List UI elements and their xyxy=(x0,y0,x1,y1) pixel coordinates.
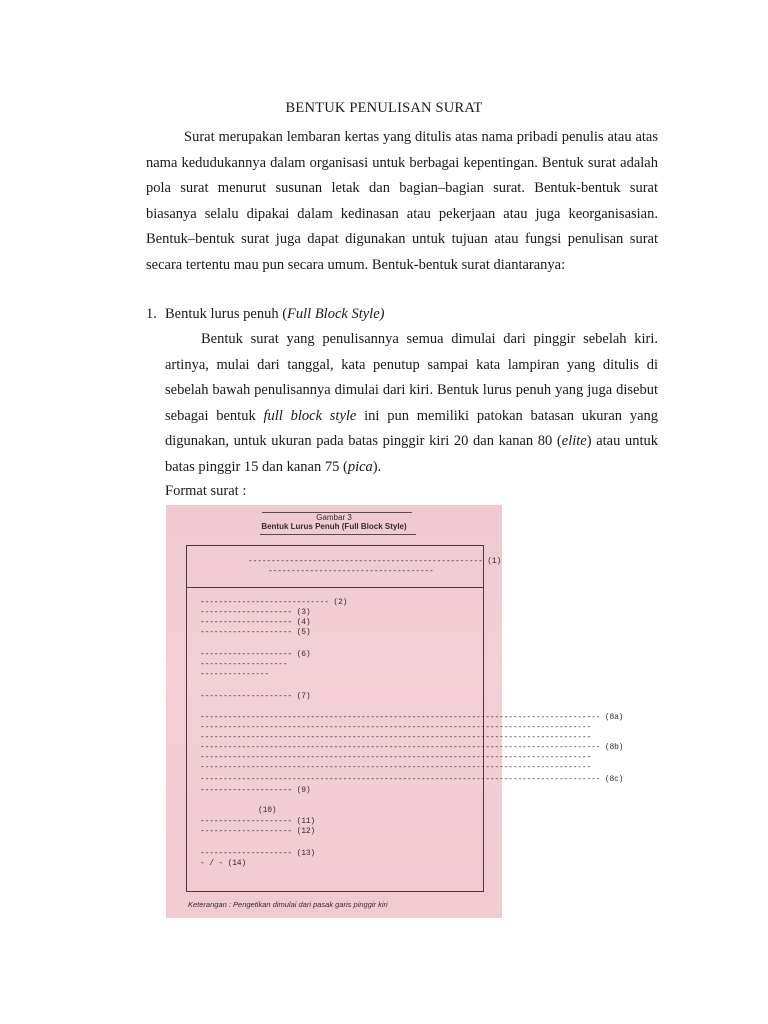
figure-caption-number: Gambar 3 xyxy=(316,513,352,522)
letter-line-14: - / - (14) xyxy=(200,859,247,868)
letter-line-10: (10) xyxy=(258,806,277,815)
item-text-italic-3: pica xyxy=(347,458,373,475)
letter-line-3: -------------------- (3) xyxy=(200,608,311,617)
item-text-italic-2: elite xyxy=(561,433,587,450)
letter-line-8a-3: ------------------------------------------------------------------------------------- xyxy=(200,733,592,742)
letter-line-7: -------------------- (7) xyxy=(200,692,311,701)
letter-line-8a: --------------------------------------------------------------------------------------- (8a) xyxy=(200,713,624,722)
format-label: Format surat : xyxy=(165,483,247,499)
letter-line-2: ---------------------------- (2) xyxy=(200,598,348,607)
item-text-2: ini pun memiliki patokan batasan ukuran yang digunakan, untuk ukuran pada batas pinggir kiri 20 dan kanan 80 ( xyxy=(165,407,659,450)
item-text-italic-1: full block style xyxy=(263,407,357,424)
letter-line-1: --------------------------------------------------- (1) xyxy=(248,557,502,566)
letter-line-12: -------------------- (12) xyxy=(200,827,316,836)
list-item-heading xyxy=(146,302,384,328)
scanned-figure xyxy=(166,505,624,918)
intro-text: Surat merupakan lembaran kertas yang ditulis atas nama pribadi penulis atau atas nama kedudukannya dalam organisasi untuk berbagai kepentingan. Bentuk surat adalah pola surat menurut susunan letak dan bagian–bagian surat. Bentuk-bentuk surat biasanya selalu dipakai dalam kedinasan atau pekerjaan atau juga keorganisasian. Bentuk–bentuk surat juga dapat digunakan untuk tujuan atau fungsi penulisan surat secara tertentu mau pun secara umum. Bentuk-bentuk surat diantaranya: xyxy=(146,129,658,273)
letter-line-8b: --------------------------------------------------------------------------------------- (8b) xyxy=(200,743,624,752)
item-paragraph xyxy=(165,327,658,481)
letter-line-5: -------------------- (5) xyxy=(200,628,311,637)
letter-line-6b: ------------------- xyxy=(200,660,288,669)
letter-line-9: -------------------- (9) xyxy=(200,786,311,795)
letter-line-11: -------------------- (11) xyxy=(200,817,316,826)
figure-caption-underline xyxy=(260,534,416,535)
page-title: BENTUK PENULISAN SURAT xyxy=(285,100,483,116)
item-text-4: ). xyxy=(372,458,382,475)
item-text-3: ) atau untuk batas pinggir 15 dan kanan 75 ( xyxy=(165,433,658,475)
intro-paragraph xyxy=(146,125,658,279)
letter-header-divider xyxy=(186,587,484,588)
letter-line-8b-2: ------------------------------------------------------------------------------------- xyxy=(200,753,592,762)
letter-line-6c: --------------- xyxy=(200,670,270,679)
letter-line-8c: --------------------------------------------------------------------------------------- (8c) xyxy=(200,775,624,784)
item-label-italic: Full Block Style) xyxy=(287,306,385,322)
list-number: 1. xyxy=(146,306,157,322)
letter-line-4: -------------------- (4) xyxy=(200,618,311,627)
letter-line-6: -------------------- (6) xyxy=(200,650,311,659)
item-text-1: Bentuk surat yang penulisannya semua dimulai dari pinggir sebelah kiri. artinya, mulai dari tanggal, kata penutup sampai kata lampiran yang ditulis di sebelah bawah penulisannya dimulai dari kiri. Bentuk lurus penuh yang juga disebut sebagai bentuk xyxy=(165,331,658,424)
figure-note: Keterangan : Pengetikan dimulai dari pasak garis pinggir kiri xyxy=(188,900,388,909)
letter-line-8a-2: ------------------------------------------------------------------------------------- xyxy=(200,723,592,732)
letter-line-13: -------------------- (13) xyxy=(200,849,316,858)
letter-line-1b: ------------------------------------ xyxy=(268,567,434,576)
item-label: Bentuk lurus penuh ( xyxy=(165,306,288,322)
figure-caption-title: Bentuk Lurus Penuh (Full Block Style) xyxy=(261,522,407,531)
letter-line-8b-3: ------------------------------------------------------------------------------------- xyxy=(200,763,592,772)
